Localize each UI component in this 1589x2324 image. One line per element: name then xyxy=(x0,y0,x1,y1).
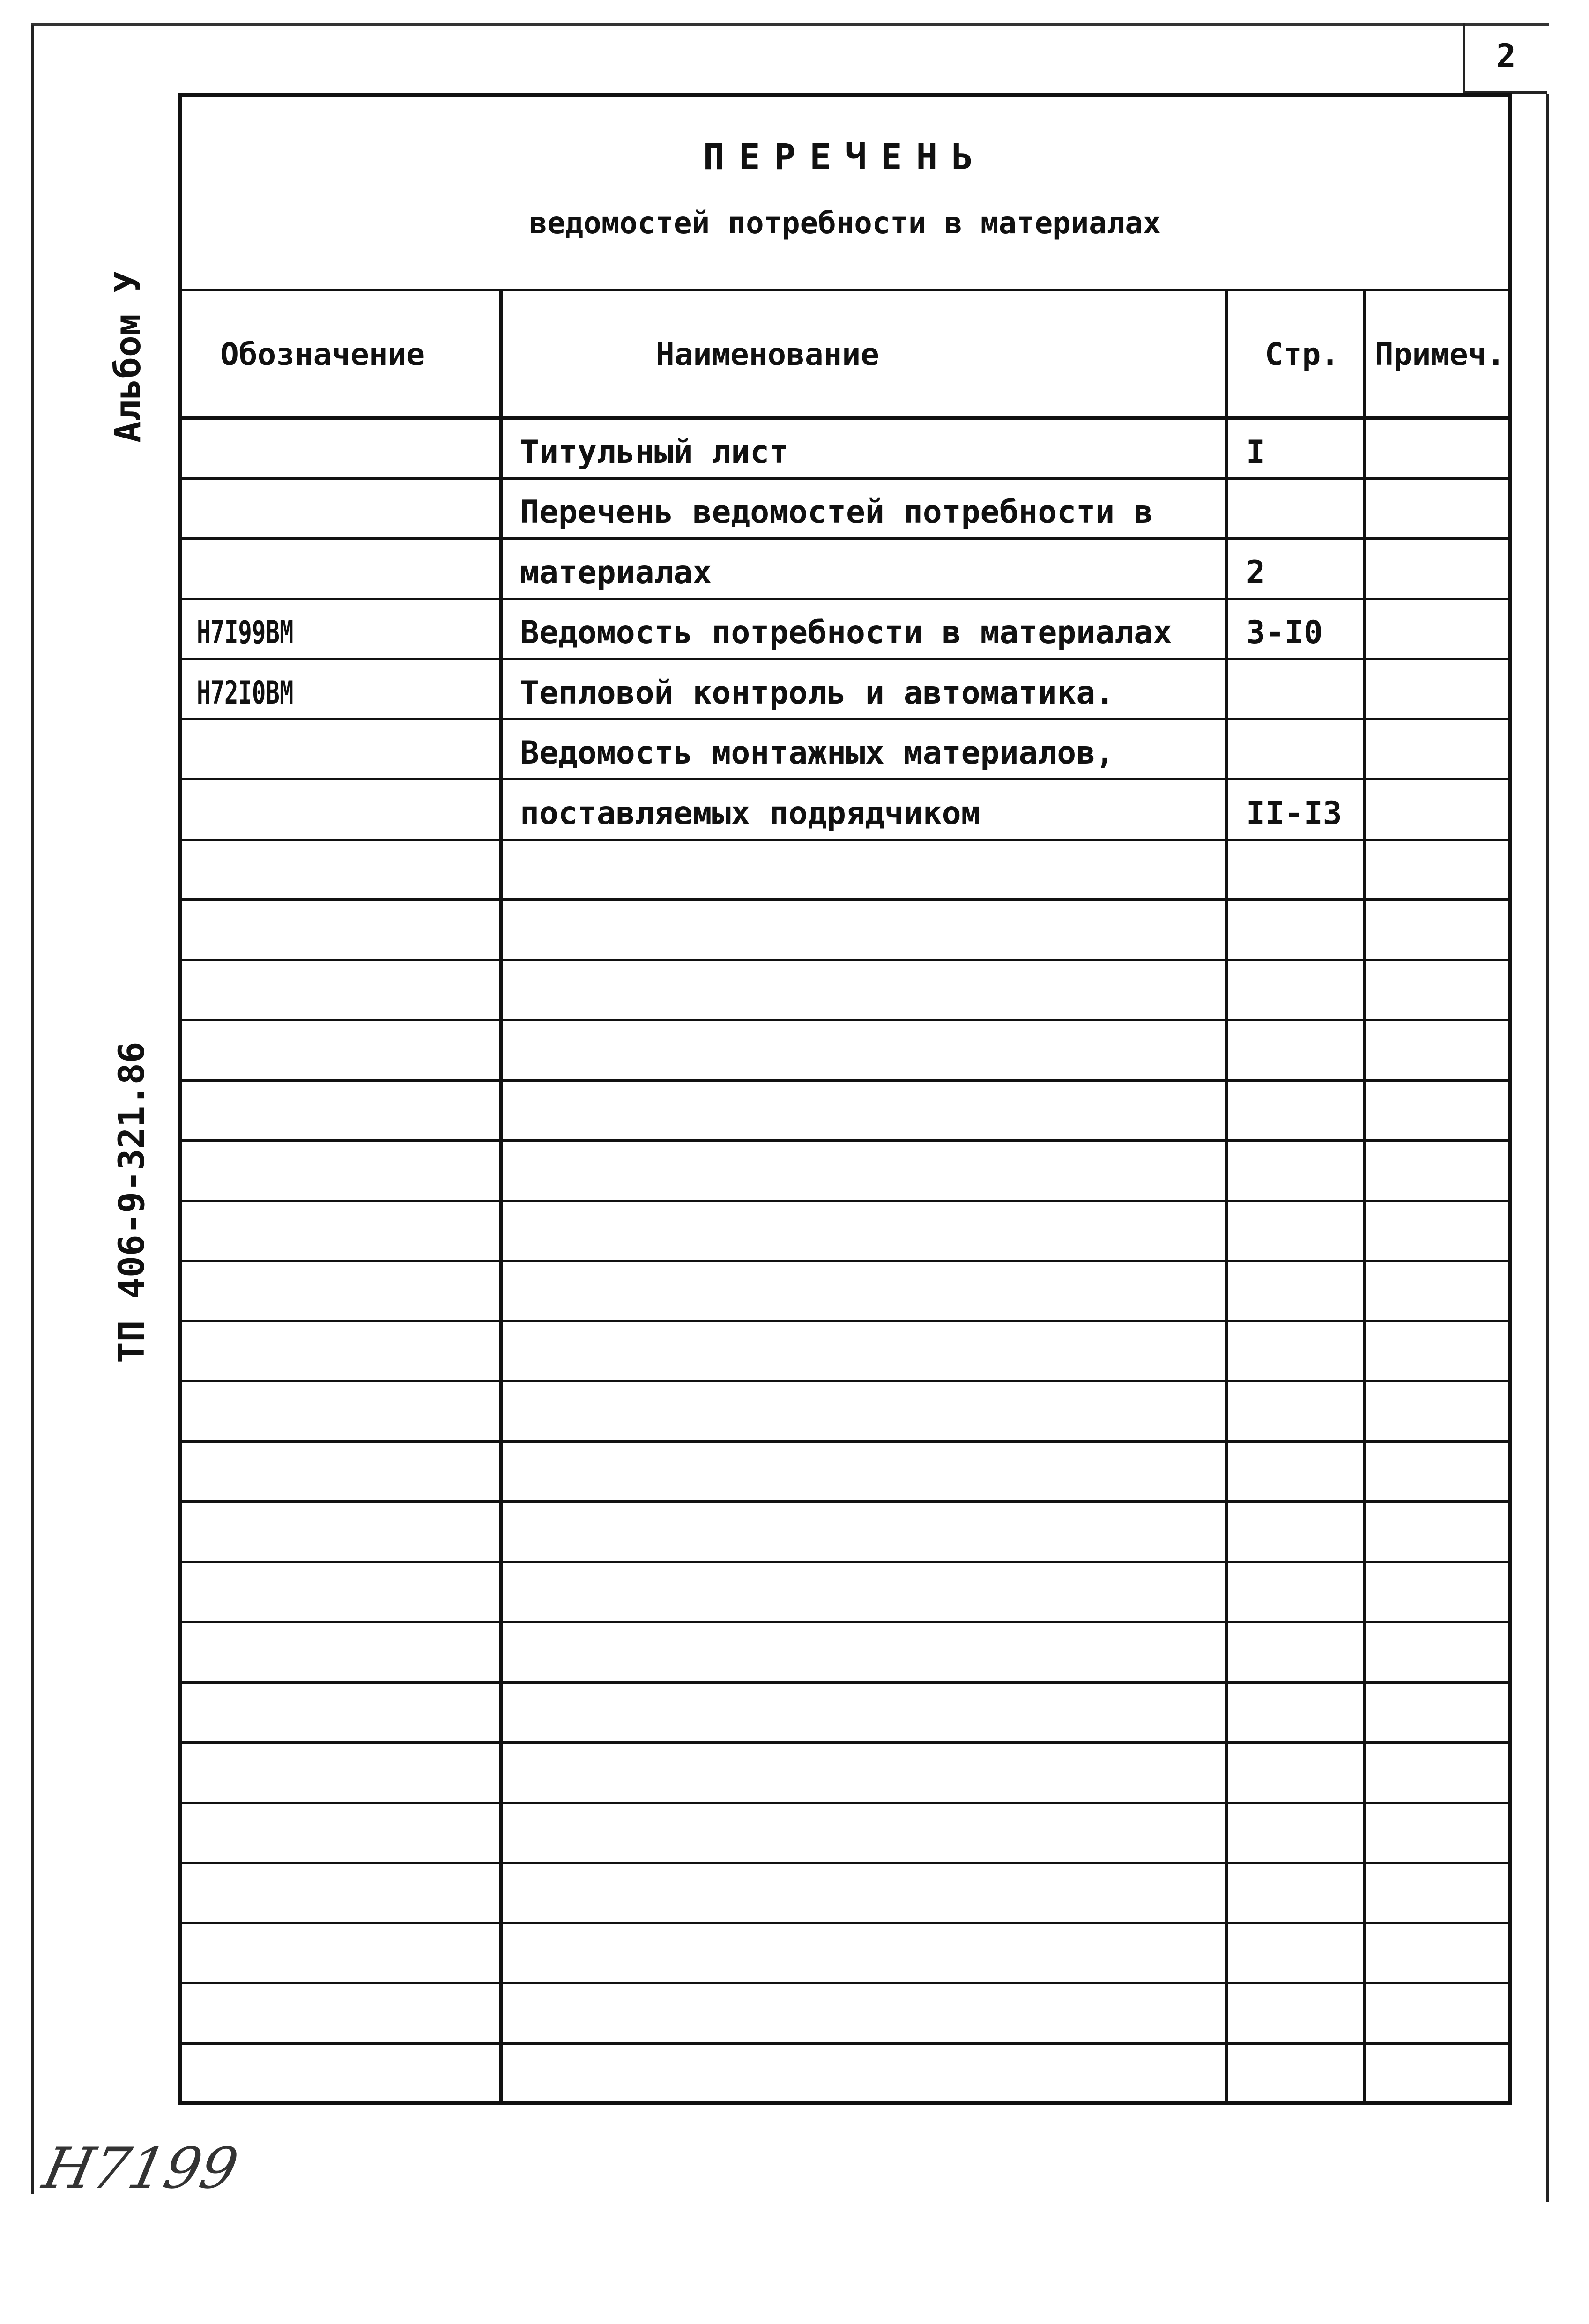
row-name: Ведомость монтажных материалов, xyxy=(520,735,1115,772)
row-divider xyxy=(178,1741,1512,1744)
column-divider xyxy=(1363,290,1366,2104)
page-subtitle: ведомостей потребности в материалах xyxy=(529,206,1161,241)
row-page: 3-I0 xyxy=(1246,614,1323,651)
row-divider xyxy=(178,658,1512,660)
page-number: 2 xyxy=(1463,23,1547,94)
row-divider xyxy=(178,1139,1512,1142)
row-divider xyxy=(178,598,1512,600)
row-page: I xyxy=(1246,433,1265,471)
row-divider xyxy=(178,1320,1512,1322)
column-header-code: Обозначение xyxy=(220,336,425,372)
column-divider xyxy=(499,290,503,2104)
document-code: ТП 406-9-321.86 xyxy=(111,1041,152,1363)
row-divider xyxy=(178,1802,1512,1804)
row-divider xyxy=(178,718,1512,720)
row-divider xyxy=(178,1380,1512,1382)
album-label: Альбом У xyxy=(107,271,149,443)
row-divider xyxy=(178,1019,1512,1021)
row-divider xyxy=(178,959,1512,961)
row-code: Н7I99ВМ xyxy=(197,614,294,651)
row-divider xyxy=(178,1681,1512,1684)
frame-top-border xyxy=(31,23,1549,26)
row-divider xyxy=(178,537,1512,540)
row-name: Титульный лист xyxy=(520,433,789,471)
row-divider xyxy=(178,778,1512,780)
row-divider xyxy=(178,1982,1512,1984)
row-divider xyxy=(178,1440,1512,1443)
row-divider xyxy=(178,1500,1512,1503)
column-divider xyxy=(1225,290,1228,2104)
page-title: ПЕРЕЧЕНЬ xyxy=(703,136,988,178)
row-name: Ведомость потребности в материалах xyxy=(520,614,1172,651)
row-divider xyxy=(178,1200,1512,1202)
row-divider xyxy=(178,1621,1512,1623)
row-divider xyxy=(178,1561,1512,1563)
row-name: материалах xyxy=(520,554,712,591)
column-header-note: Примеч. xyxy=(1375,336,1506,372)
row-name: Перечень ведомостей потребности в xyxy=(520,494,1153,531)
row-divider xyxy=(178,1862,1512,1864)
column-header-name: Наименование xyxy=(656,336,879,372)
column-header-page: Стр. xyxy=(1265,336,1339,372)
row-name: поставляемых подрядчиком xyxy=(520,794,980,832)
row-page: 2 xyxy=(1246,554,1265,591)
handwritten-note: Н7199 xyxy=(37,2136,244,2201)
row-name: Тепловой контроль и автоматика. xyxy=(520,674,1115,712)
row-divider xyxy=(178,477,1512,480)
row-divider xyxy=(178,1922,1512,1924)
row-divider xyxy=(178,1260,1512,1262)
row-divider xyxy=(178,1079,1512,1082)
row-divider xyxy=(178,898,1512,901)
row-code: Н72I0ВМ xyxy=(197,674,294,712)
row-page: II-I3 xyxy=(1246,794,1342,832)
row-divider xyxy=(178,2042,1512,2045)
frame-right-border xyxy=(1546,94,1549,2202)
row-divider xyxy=(178,839,1512,841)
frame-left-border xyxy=(31,25,34,2194)
